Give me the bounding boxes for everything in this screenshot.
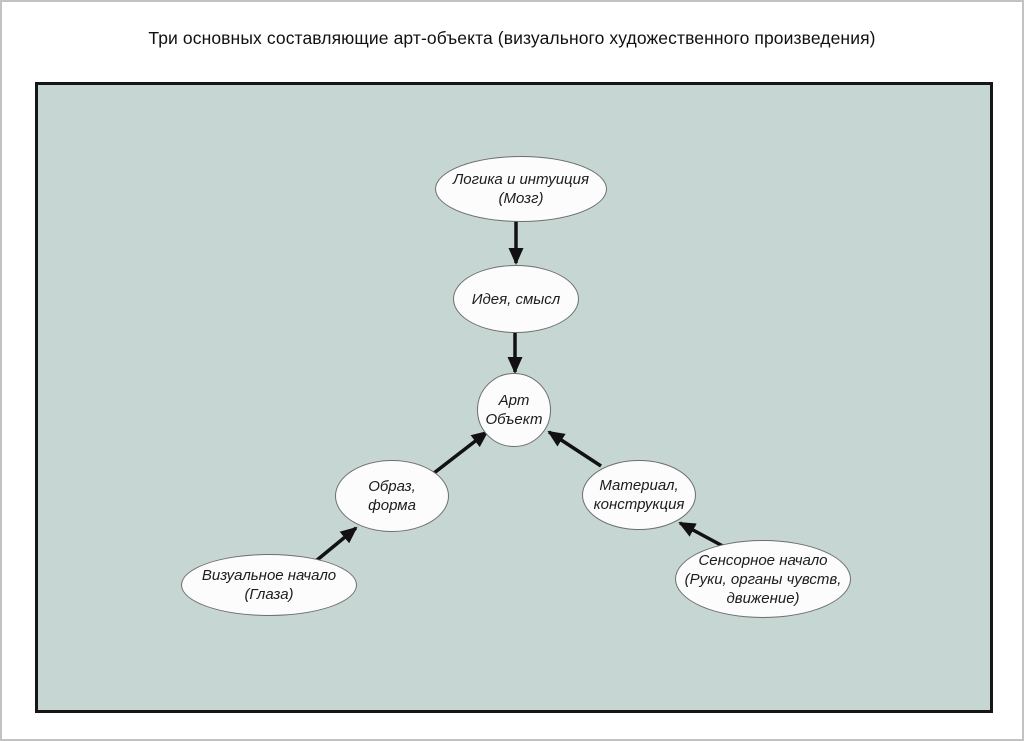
node-label-line: конструкция [593, 496, 685, 513]
node-material-construction [582, 460, 696, 530]
node-image-form [335, 460, 449, 532]
node-label-line: форма [368, 497, 416, 514]
node-label-line: Логика и интуиция [452, 171, 589, 188]
diagram-panel [35, 82, 993, 713]
node-label-line: Образ, [368, 478, 416, 495]
node-logic-intuition [435, 156, 607, 222]
node-label-line: (Глаза) [244, 586, 294, 603]
node-label-line: Материал, [599, 477, 679, 494]
node-label-line: (Мозг) [498, 190, 544, 207]
node-label-line: Визуальное начало [201, 567, 337, 584]
node-label-line: Объект [485, 411, 543, 428]
node-idea-meaning [453, 265, 579, 333]
node-label-line: Идея, смысл [471, 290, 561, 308]
diagram-title: Три основных составляющие арт-объекта (визуального художественного произведения) [148, 28, 876, 48]
node-label-line: движение) [726, 589, 800, 607]
node-art-object [477, 373, 551, 447]
edge-material-to-art-arrow [549, 432, 601, 466]
node-label-line: Арт [498, 392, 530, 409]
node-visual-origin [181, 554, 357, 616]
node-sensory-origin [675, 540, 851, 618]
node-label-line: Сенсорное начало [698, 551, 828, 569]
edge-image-to-art-arrow [434, 432, 487, 473]
node-label-line: (Руки, органы чувств, [684, 570, 842, 588]
